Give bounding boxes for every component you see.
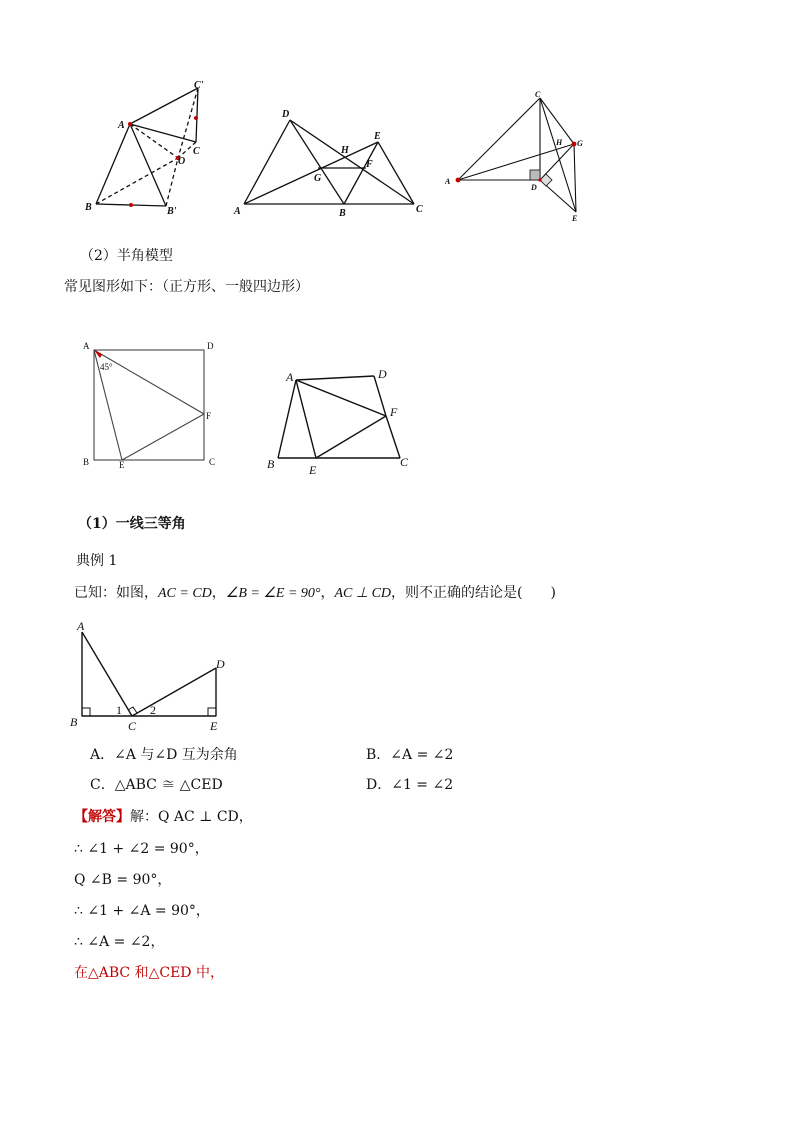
label-a: A — [83, 341, 90, 351]
solution-step-3: ∴ ∠1 + ∠A = 90°， — [74, 903, 210, 919]
label-g: G — [314, 173, 322, 184]
label-f: F — [206, 411, 212, 421]
solution-step-5: 在△ABC 和△CED 中， — [74, 965, 224, 981]
solution-lead — [74, 808, 253, 826]
label-e: E — [572, 214, 578, 223]
label-c: C — [128, 719, 137, 733]
option-a: A．∠A 与∠D 互为余角 — [90, 747, 238, 763]
label-e: E — [309, 463, 317, 477]
condition-ac-eq-cd: AC = CD — [158, 586, 212, 601]
label-b: B — [267, 457, 275, 471]
common-shapes-text: 常见图形如下：（正方形、一般四边形） — [64, 279, 309, 295]
solution-step-4: ∴ ∠A = ∠2， — [74, 934, 165, 950]
label-e: E — [210, 719, 218, 733]
label-f: F — [390, 405, 398, 419]
figure-right-triangles-3 — [440, 86, 600, 226]
option-b: B．∠A = ∠2 — [366, 747, 454, 763]
label-d: D — [378, 367, 387, 381]
label-b-prime: B' — [167, 206, 177, 217]
label-b: B — [339, 208, 346, 218]
angle-1-label: 1 — [116, 703, 122, 717]
section-heading-one-line-three-angles: （1）一线三等角 — [78, 516, 186, 532]
label-c: C — [416, 204, 423, 215]
label-a: A — [77, 619, 85, 633]
figure-quadrilateral-half-angle — [262, 362, 422, 480]
solution-step-1: ∴ ∠1 + ∠2 = 90°， — [74, 841, 209, 857]
label-c: C — [209, 457, 216, 467]
label-c: C — [400, 455, 409, 469]
label-d: D — [207, 341, 214, 351]
label-c: C — [193, 146, 200, 157]
separator: ， — [211, 585, 226, 601]
label-f: F — [366, 159, 373, 170]
label-b: B — [83, 457, 90, 467]
solution-lead-text: 解：Q AC ⊥ CD， — [130, 809, 253, 825]
problem-text-2: ，则不正确的结论是( ) — [391, 585, 556, 601]
problem-text-1: 已知：如图， — [74, 585, 158, 601]
figure-square-half-angle — [74, 334, 234, 478]
label-e: E — [374, 131, 381, 142]
figure-example-1 — [64, 616, 244, 736]
section-heading-half-angle: （2）半角模型 — [80, 248, 173, 264]
label-c: C — [535, 90, 541, 99]
label-d: D — [282, 109, 290, 120]
label-b: B — [70, 715, 78, 729]
figure-equilateral-2 — [230, 106, 430, 218]
condition-perpendicular: AC ⊥ CD — [334, 586, 392, 601]
option-c: C．△ABC ≅ △CED — [90, 777, 223, 793]
solution-step-2: Q ∠B = 90°， — [74, 872, 172, 888]
example-label: 典例 1 — [76, 553, 118, 569]
label-e: E — [119, 460, 125, 470]
separator: ， — [320, 585, 335, 601]
label-c-prime: C' — [194, 80, 204, 91]
label-b: B — [85, 202, 92, 213]
figure-rotation-1 — [80, 78, 220, 218]
label-a: A — [118, 120, 125, 131]
label-h: H — [556, 138, 563, 147]
problem-statement — [74, 584, 556, 603]
angle-2-label: 2 — [150, 703, 156, 717]
condition-right-angles: ∠B = ∠E = 90° — [225, 586, 321, 601]
option-d: D．∠1 = ∠2 — [366, 777, 454, 793]
label-d: D — [531, 183, 537, 192]
solution-tag: 【解答】 — [74, 809, 130, 825]
label-d: D — [216, 657, 225, 671]
label-a: A — [234, 206, 241, 217]
angle-45-label: 45° — [100, 362, 113, 372]
label-a: A — [445, 177, 451, 186]
label-a: A — [286, 370, 294, 384]
label-o: O — [178, 156, 186, 167]
label-g: G — [577, 139, 583, 148]
label-h: H — [341, 145, 349, 156]
